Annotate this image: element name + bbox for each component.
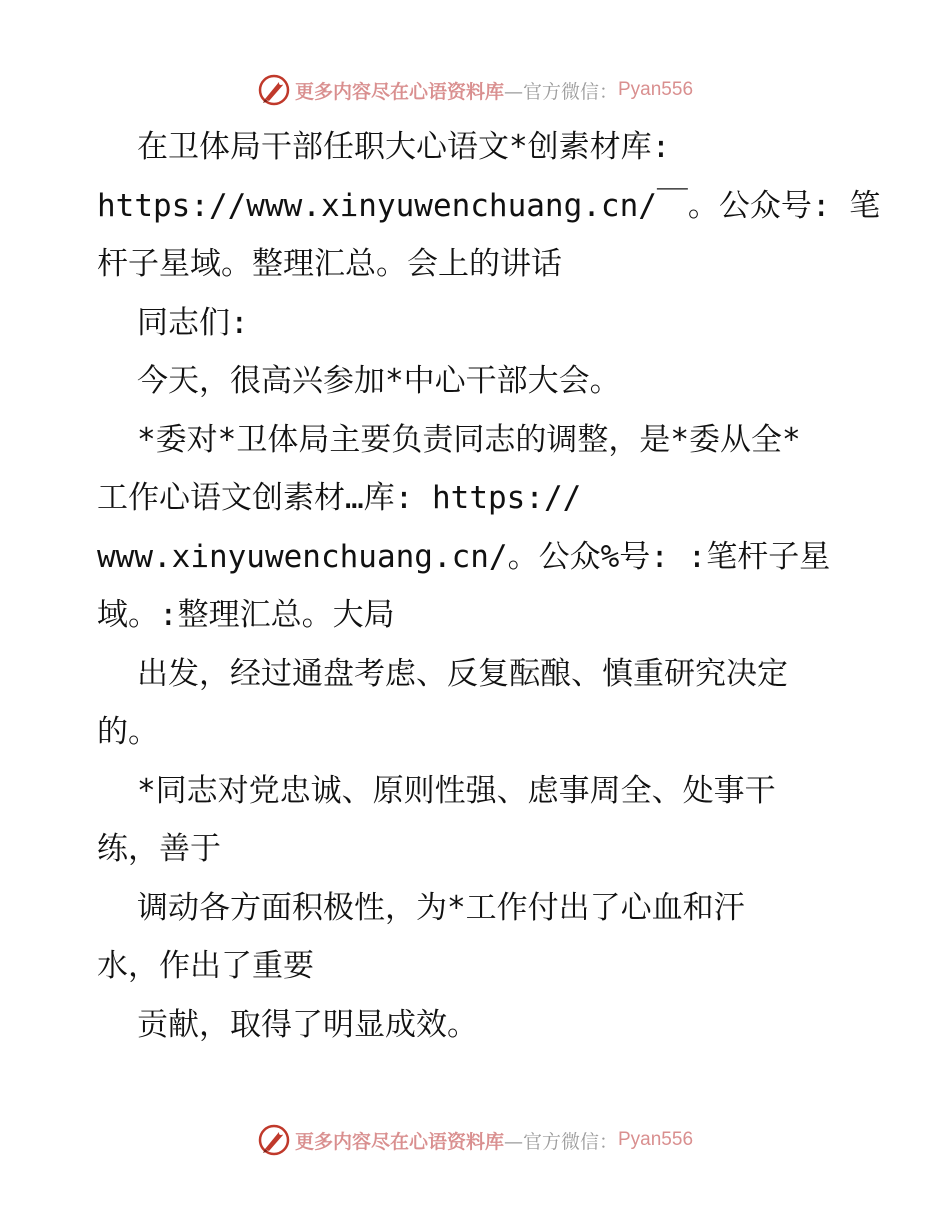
body-line: 贡献，取得了明显成效。 xyxy=(137,1006,478,1043)
body-line: 工作心语文创素材…库: https:// xyxy=(97,480,582,516)
banner-separator: —官方微信： xyxy=(503,1130,618,1153)
banner-wechat-id: Pyan556 xyxy=(618,79,694,100)
document-body xyxy=(97,118,881,1054)
body-line: *委对*卫体局主要负责同志的调整，是*委从全* xyxy=(137,421,801,458)
body-line: 调动各方面积极性，为*工作付出了心血和汗 xyxy=(137,889,745,926)
pen-logo-icon xyxy=(257,73,291,107)
banner-title: 更多内容尽在心语资料库 xyxy=(294,80,504,103)
body-line: 水，作出了重要 xyxy=(97,948,314,984)
banner-separator: —官方微信： xyxy=(503,80,618,103)
body-line: https://www.xinyuwenchuang.cn/￣。公众号: 笔 xyxy=(97,187,881,224)
banner-title: 更多内容尽在心语资料库 xyxy=(294,1130,504,1153)
banner-wechat-id: Pyan556 xyxy=(618,1129,694,1150)
body-line: 的。 xyxy=(97,714,159,750)
body-line: www.xinyuwenchuang.cn/。公众%号: :笔杆子星 xyxy=(97,538,831,575)
footer-banner xyxy=(0,1120,950,1160)
body-line: *同志对党忠诚、原则性强、虑事周全、处事干 xyxy=(137,772,776,809)
pen-logo-icon xyxy=(257,1123,291,1157)
body-line: 域。:整理汇总。大局 xyxy=(97,597,395,633)
body-line: 今天，很高兴参加*中心干部大会。 xyxy=(137,363,621,399)
body-line: 杆子星域。整理汇总。会上的讲话 xyxy=(97,246,562,282)
header-banner xyxy=(0,70,950,110)
body-line: 出发，经过通盘考虑、反复酝酿、慎重研究决定 xyxy=(137,655,788,692)
body-line: 练，善于 xyxy=(97,831,221,867)
body-line: 在卫体局干部任职大心语文*创素材库: xyxy=(137,129,671,165)
body-line: 同志们: xyxy=(137,304,249,341)
